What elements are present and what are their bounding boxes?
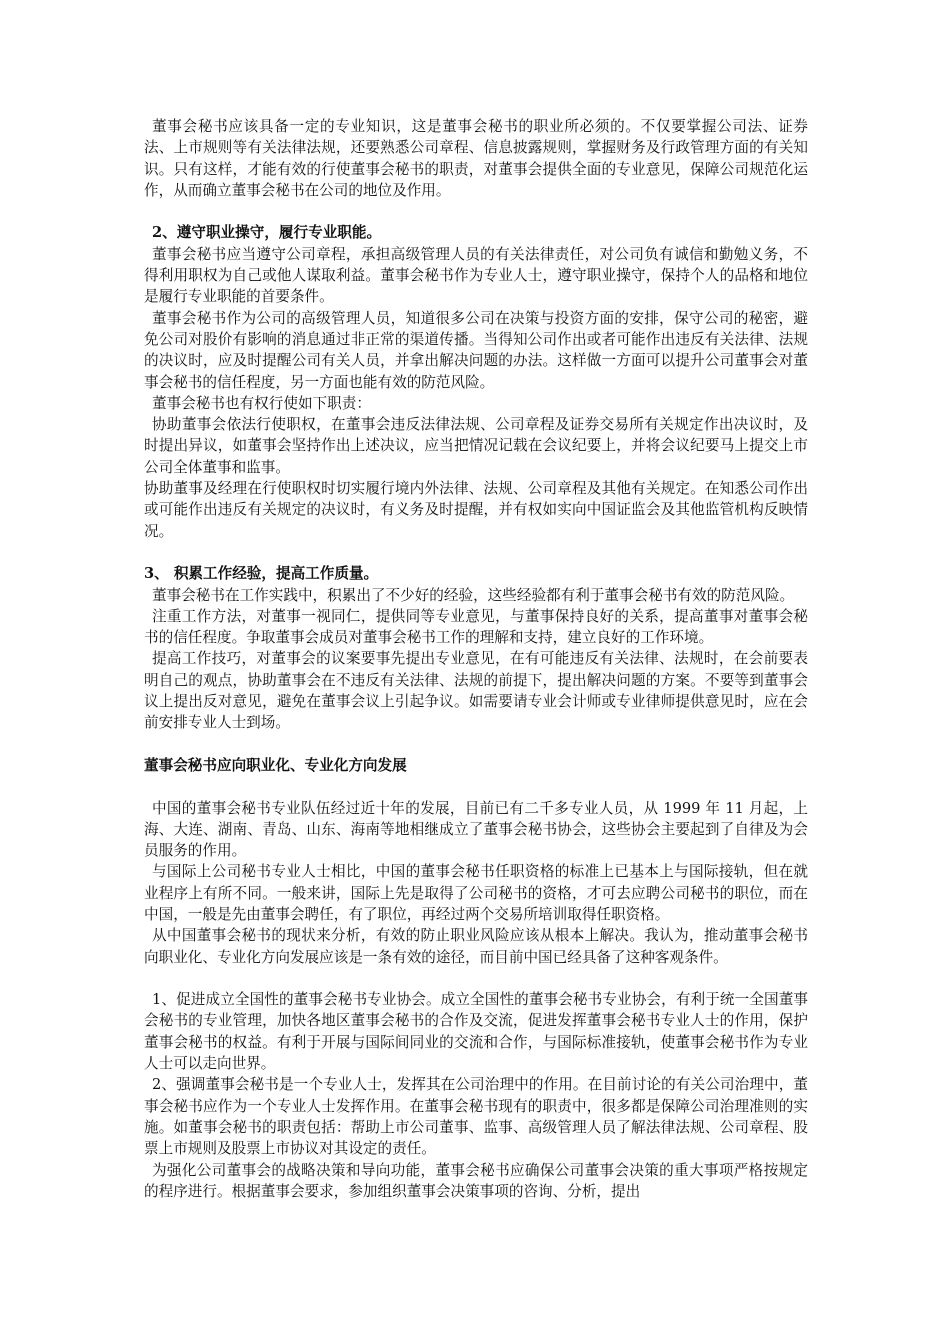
section-heading: 2、遵守职业操守，履行专业职能。 [152, 224, 382, 242]
paragraph: 中国的董事会秘书专业队伍经过近十年的发展，目前已有二千多专业人员，从 1999 年 11 月起，上海、大连、湖南、青岛、山东、海南等地相继成立了董事会秘书协会，这些协会主要起到了自律及为会员服务的作用。 [144, 799, 808, 860]
paragraph: 董事会秘书作为公司的高级管理人员，知道很多公司在决策与投资方面的安排，保守公司的秘密，避免公司对股价有影响的消息通过非正常的渠道传播。当得知公司作出或者可能作出违反有关法律、法规的决议时，应及时提醒公司有关人员，并拿出解决问题的办法。这样做一方面可以提升公司董事会对董事会秘书的信任程度，另一方面也能有效的防范风险。 [144, 309, 808, 391]
section-heading: 3、 积累工作经验，提高工作质量。 [144, 565, 379, 583]
paragraph: 协助董事及经理在行使职权时切实履行境内外法律、法规、公司章程及其他有关规定。在知悉公司作出或可能作出违反有关规定的决议时，有义务及时提醒，并有权如实向中国证监会及其他监管机构反映情况。 [144, 480, 808, 540]
paragraph: 2、强调董事会秘书是一个专业人士，发挥其在公司治理中的作用。在目前讨论的有关公司治理中，董事会秘书应作为一个专业人士发挥作用。在董事会秘书现有的职责中，很多都是保障公司治理准则的实施。如董事会秘书的职责包括：帮助上市公司董事、监事、高级管理人员了解法律法规、公司章程、股票上市规则及股票上市协议对其设定的责任。 [144, 1076, 808, 1158]
paragraph: 1、促进成立全国性的董事会秘书专业协会。成立全国性的董事会秘书专业协会，有利于统一全国董事会秘书的专业管理，加快各地区董事会秘书的合作及交流，促进发挥董事会秘书专业人士的作用，保护董事会秘书的权益。有利于开展与国际间同业的交流和合作，与国际标准接轨，使董事会秘书作为专业人士可以走向世界。 [144, 991, 808, 1073]
section-heading: 董事会秘书应向职业化、专业化方向发展 [144, 756, 407, 774]
paragraph: 提高工作技巧，对董事会的议案要事先提出专业意见，在有可能违反有关法律、法规时，在会前要表明自己的观点，协助董事会在不违反有关法律、法规的前提下，提出解决问题的方案。不要等到董事会议上提出反对意见，避免在董事会议上引起争议。如需要请专业会计师或专业律师提供意见时，应在会前安排专业人士到场。 [144, 650, 808, 732]
paragraph: 董事会秘书应该具备一定的专业知识，这是董事会秘书的职业所必须的。不仅要掌握公司法、证券法、上市规则等有关法律法规，还要熟悉公司章程、信息披露规则，掌握财务及行政管理方面的有关知识。只有这样，才能有效的行使董事会秘书的职责，对董事会提供全面的专业意见，保障公司规范化运作，从而确立董事会秘书在公司的地位及作用。 [144, 118, 808, 199]
paragraph: 董事会秘书应当遵守公司章程，承担高级管理人员的有关法律责任，对公司负有诚信和勤勉义务，不得利用职权为自己或他人谋取利益。董事会秘书作为专业人士，遵守职业操守，保持个人的品格和地位是履行专业职能的首要条件。 [144, 245, 808, 306]
paragraph: 与国际上公司秘书专业人士相比，中国的董事会秘书任职资格的标准上已基本上与国际接轨，但在就业程序上有所不同。一般来讲，国际上先是取得了公司秘书的资格，才可去应聘公司秘书的职位，而在中国，一般是先由董事会聘任，有了职位，再经过两个交易所培训取得任职资格。 [144, 863, 808, 923]
paragraph: 董事会秘书也有权行使如下职责： [152, 394, 371, 412]
paragraph: 董事会秘书在工作实践中，积累出了不少好的经验，这些经验都有利于董事会秘书有效的防范风险。 [152, 586, 795, 604]
paragraph: 注重工作方法，对董事一视同仁，提供同等专业意见，与董事保持良好的关系，提高董事对董事会秘书的信任程度。争取董事会成员对董事会秘书工作的理解和支持，建立良好的工作环境。 [144, 607, 808, 647]
paragraph: 协助董事会依法行使职权，在董事会违反法律法规、公司章程及证券交易所有关规定作出决议时，及时提出异议，如董事会坚持作出上述决议，应当把情况记载在会议纪要上，并将会议纪要马上提交上市公司全体董事和监事。 [144, 416, 808, 476]
paragraph: 为强化公司董事会的战略决策和导向功能，董事会秘书应确保公司董事会决策的重大事项严格按规定的程序进行。根据董事会要求，参加组织董事会决策事项的咨询、分析，提出 [144, 1161, 808, 1200]
document-body [144, 116, 808, 1202]
paragraph: 从中国董事会秘书的现状来分析，有效的防止职业风险应该从根本上解决。我认为，推动董事会秘书向职业化、专业化方向发展应该是一条有效的途径，而目前中国已经具备了这种客观条件。 [144, 927, 808, 966]
